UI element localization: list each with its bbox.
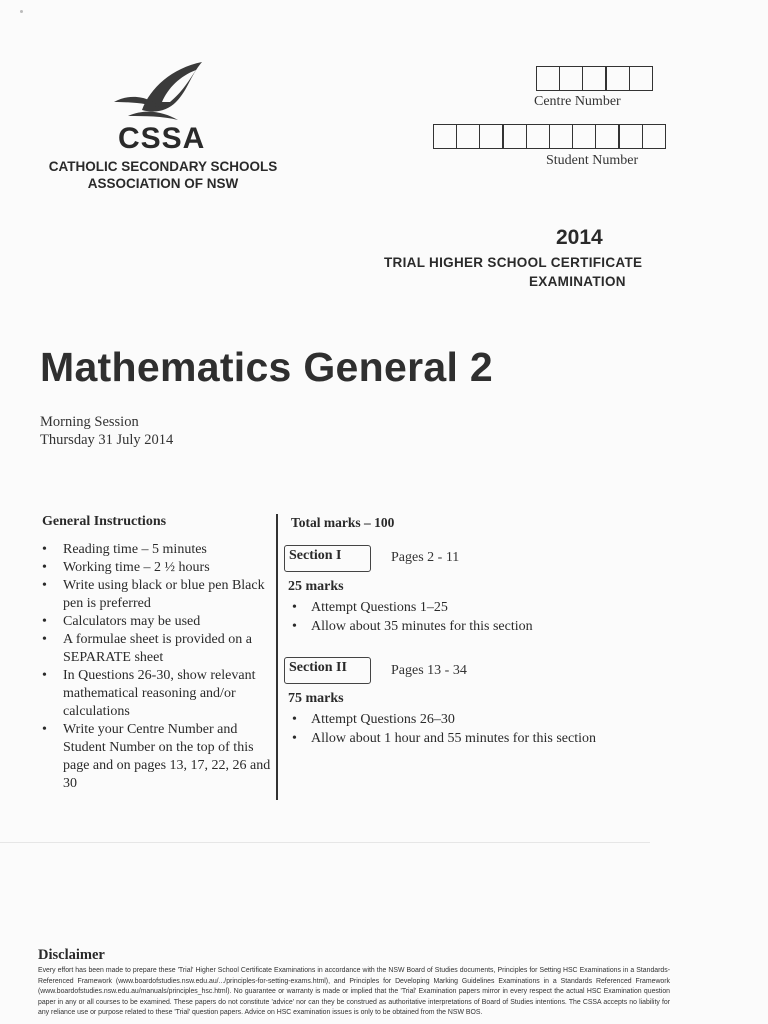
digit-box[interactable] <box>502 124 527 149</box>
general-instructions-heading: General Instructions <box>42 514 167 529</box>
digit-box[interactable] <box>456 124 481 149</box>
total-marks: Total marks – 100 <box>291 515 395 530</box>
section-2-label: Section II <box>284 657 371 684</box>
student-number-boxes[interactable] <box>434 124 666 149</box>
list-item: • Calculators may be used <box>40 613 275 631</box>
digit-box[interactable] <box>572 124 597 149</box>
student-number-label: Student Number <box>546 153 639 168</box>
digit-box[interactable] <box>536 66 561 91</box>
section-1-marks: 25 marks <box>288 579 344 594</box>
scan-fold-line <box>0 842 650 843</box>
session-info <box>40 413 173 449</box>
cssa-logo-icon <box>110 58 210 126</box>
scan-speck <box>20 10 23 13</box>
section-1-pages: Pages 2 - 11 <box>391 550 460 565</box>
list-item: • Attempt Questions 1–25 <box>288 598 533 617</box>
cssa-wordmark: CSSA <box>118 122 206 155</box>
section-1-instructions <box>288 598 533 636</box>
disclaimer-text: Every effort has been made to prepare these 'Trial' Higher School Certificate Examinations in accordance with the NSW Board of Studies documents, Principles for Setting HSC Examinations in a Standards-Referenced Framework (www.boardofstudies.nsw.edu.au/.../principles-for-setting-exams.html), and Principles for Developing Marking Guidelines Examinations in a Standards Referenced Framework (www.boardofstudies.nsw.edu.au/manuals/principles_hsc.html). No guarantee or warranty is made or implied that the 'Trial' Examination papers mirror in every respect the actual HSC Examination question paper in any or all courses to be examined. These papers do not constitute 'advice' nor can they be construed as authoritative interpretations of Board of Studies intentions. The CSSA accepts no liability for any reliance use or purpose related to these 'Trial' question papers. Advice on HSC examination issues is only to be obtained from the NSW BOS. <box>38 967 670 1016</box>
digit-box[interactable] <box>549 124 574 149</box>
section-2-pages: Pages 13 - 34 <box>391 663 467 678</box>
digit-box[interactable] <box>526 124 551 149</box>
exam-name-line2: EXAMINATION <box>529 274 626 289</box>
centre-number-boxes[interactable] <box>537 66 653 91</box>
disclaimer-heading: Disclaimer <box>38 947 105 963</box>
digit-box[interactable] <box>605 66 630 91</box>
digit-box[interactable] <box>595 124 620 149</box>
list-item: • Write your Centre Number and Student Number on the top of this page and on pages 13, 17, 22, 26 and 30 <box>40 721 275 793</box>
general-instructions-list <box>40 541 275 793</box>
list-item: • Reading time – 5 minutes <box>40 541 275 559</box>
list-item: • Allow about 1 hour and 55 minutes for this section <box>288 729 596 748</box>
section-1-label: Section I <box>284 545 371 572</box>
list-item: • Attempt Questions 26–30 <box>288 710 596 729</box>
list-item: • Write using black or blue pen Black pen is preferred <box>40 577 275 613</box>
section-2-marks: 75 marks <box>288 691 344 706</box>
digit-box[interactable] <box>642 124 667 149</box>
centre-number-label: Centre Number <box>534 94 621 109</box>
exam-name-line1: TRIAL HIGHER SCHOOL CERTIFICATE <box>384 255 643 270</box>
column-divider <box>276 514 278 800</box>
digit-box[interactable] <box>582 66 607 91</box>
digit-box[interactable] <box>618 124 643 149</box>
course-title: Mathematics General 2 <box>40 344 493 390</box>
session-date: Thursday 31 July 2014 <box>40 432 174 448</box>
digit-box[interactable] <box>479 124 504 149</box>
section-2-instructions <box>288 710 596 748</box>
list-item: • Working time – 2 ½ hours <box>40 559 275 577</box>
digit-box[interactable] <box>629 66 654 91</box>
digit-box[interactable] <box>559 66 584 91</box>
list-item: • A formulae sheet is provided on a SEPARATE sheet <box>40 631 275 667</box>
digit-box[interactable] <box>433 124 458 149</box>
list-item: • In Questions 26-30, show relevant mathematical reasoning and/or calculations <box>40 667 275 721</box>
exam-year: 2014 <box>556 226 603 249</box>
list-item: • Allow about 35 minutes for this section <box>288 617 533 636</box>
association-name: CATHOLIC SECONDARY SCHOOLS ASSOCIATION OF NSW <box>48 159 278 191</box>
session-name: Morning Session <box>40 414 139 430</box>
